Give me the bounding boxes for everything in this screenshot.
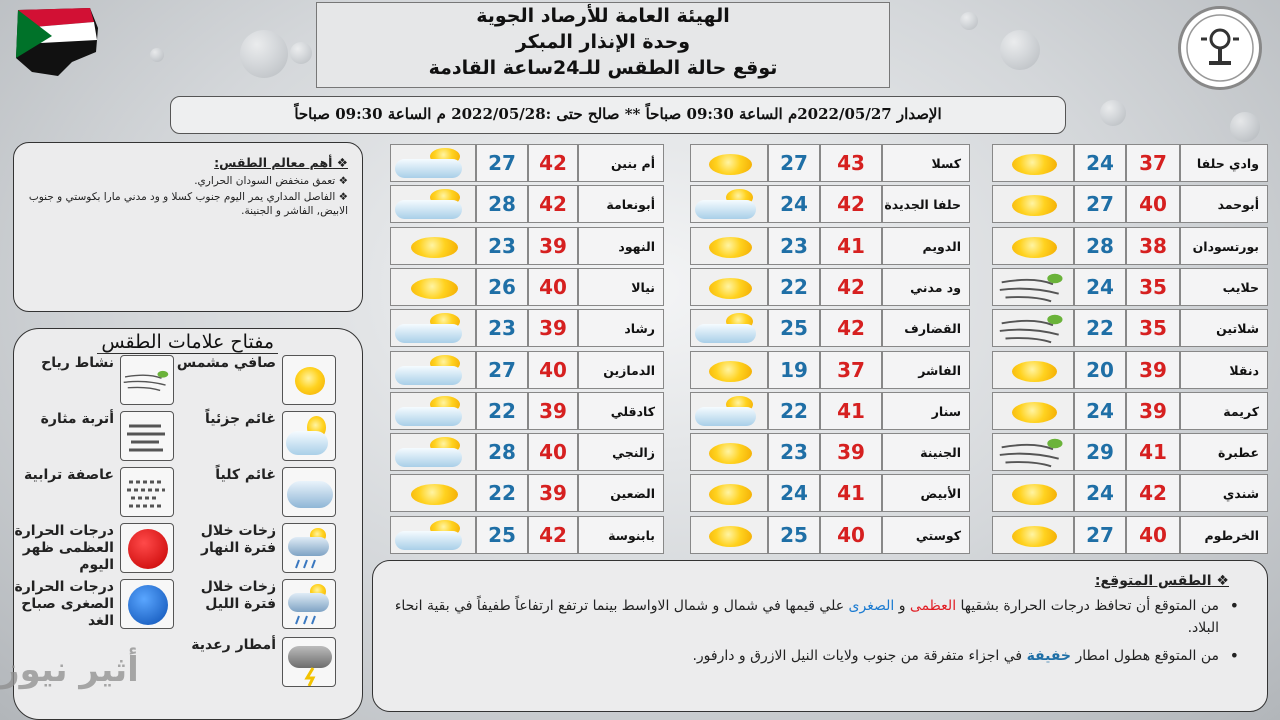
- legend-item: [10, 411, 180, 465]
- sun-icon: [992, 392, 1074, 430]
- partly-cloudy-icon: [390, 516, 476, 554]
- city-name: عطبرة: [1180, 433, 1268, 471]
- legend-item-label: صافي مشمس: [176, 355, 276, 371]
- min-temperature: 28: [1074, 227, 1126, 265]
- partly-cloudy-icon: [390, 433, 476, 471]
- max-temperature: 38: [1126, 227, 1180, 265]
- legend-title: مفتاح علامات الطقس: [97, 331, 278, 354]
- max-temperature: 41: [820, 227, 882, 265]
- legend-item: [172, 411, 342, 465]
- max-temperature: 41: [820, 392, 882, 430]
- legend-item: [10, 355, 180, 409]
- weather-feature-item: ❖ تعمق منخفض السودان الحراري.: [194, 175, 348, 187]
- sun-icon: [282, 355, 336, 405]
- partly-cloudy-icon: [690, 309, 768, 347]
- weather-feature-item: ❖ الفاصل المداري يمر اليوم جنوب كسلا و ود مدني مارا بكوستي و جنوب الابيض, الفاشر و الجنينة.: [28, 191, 348, 217]
- max-temperature: 42: [528, 185, 578, 223]
- legend-item-label: غائم كلياً: [215, 467, 276, 483]
- legend-item-label: أتربة مثارة: [40, 411, 114, 427]
- city-name: حلفا الجديدة: [882, 185, 970, 223]
- city-name: كوستي: [882, 516, 970, 554]
- sun-icon: [992, 185, 1074, 223]
- min-temperature: 25: [768, 309, 820, 347]
- max-temperature: 42: [820, 309, 882, 347]
- legend-item-label: درجات الحرارة العظمى ظهر اليوم: [14, 523, 114, 573]
- city-name: رشاد: [578, 309, 664, 347]
- expected-weather-title: ❖ الطقس المتوقع:: [1094, 573, 1229, 589]
- min-temperature: 24: [1074, 268, 1126, 306]
- city-name: ود مدني: [882, 268, 970, 306]
- min-temperature: 27: [1074, 516, 1126, 554]
- max-temperature: 37: [820, 351, 882, 389]
- sun-icon: [390, 227, 476, 265]
- max-temperature: 41: [1126, 433, 1180, 471]
- page-title: توقع حالة الطقس للـ24ساعة القادمة: [428, 57, 778, 79]
- max-temperature: 35: [1126, 309, 1180, 347]
- weather-features-panel: [13, 142, 363, 312]
- city-name: الضعين: [578, 474, 664, 512]
- min-temperature: 28: [476, 433, 528, 471]
- city-name: سنار: [882, 392, 970, 430]
- sun-icon: [992, 516, 1074, 554]
- wind-icon: [992, 433, 1074, 471]
- sun-icon: [992, 227, 1074, 265]
- city-name: بورتسودان: [1180, 227, 1268, 265]
- raindrop-decoration: [1100, 100, 1126, 126]
- forecast-paragraph-rain: • من المتوقع هطول امطار خفيفة في اجزاء متفرقة من جنوب ولايات النيل الازرق و دارفور.: [389, 645, 1219, 667]
- wind-icon: [992, 268, 1074, 306]
- min-temperature: 22: [1074, 309, 1126, 347]
- min-temperature: 29: [1074, 433, 1126, 471]
- city-name: بابنوسة: [578, 516, 664, 554]
- sun-icon: [690, 474, 768, 512]
- min-temperature: 20: [1074, 351, 1126, 389]
- city-name: الدويم: [882, 227, 970, 265]
- issue-validity-line: الإصدار 2022/05/27م الساعة 09:30 صباحاً ** صالح حتى :2022/05/28 م الساعة 09:30 صباحاً: [170, 96, 1066, 134]
- city-name: زالنجي: [578, 433, 664, 471]
- partly-cloudy-icon: [390, 309, 476, 347]
- min-temperature: 27: [768, 144, 820, 182]
- watermark: أثير نيوز: [0, 650, 139, 690]
- max-temperature: 40: [528, 433, 578, 471]
- min-temperature: 25: [768, 516, 820, 554]
- wind-icon: [120, 355, 174, 405]
- expected-weather-panel: [372, 560, 1268, 712]
- unit-name: وحدة الإنذار المبكر: [515, 31, 691, 53]
- night-showers-icon: [282, 579, 336, 629]
- min-temperature: 26: [476, 268, 528, 306]
- min-temperature: 24: [1074, 474, 1126, 512]
- sun-icon: [690, 268, 768, 306]
- max-temperature: 37: [1126, 144, 1180, 182]
- city-name: النهود: [578, 227, 664, 265]
- city-name: أبوحمد: [1180, 185, 1268, 223]
- meteorological-authority-logo: [1178, 6, 1262, 90]
- raindrop-decoration: [150, 48, 164, 62]
- sun-icon: [992, 144, 1074, 182]
- raindrop-decoration: [1230, 112, 1260, 142]
- min-temperature: 23: [768, 433, 820, 471]
- max-temperature: 40: [1126, 516, 1180, 554]
- city-name: شندي: [1180, 474, 1268, 512]
- sun-icon: [690, 227, 768, 265]
- raindrop-decoration: [960, 12, 978, 30]
- max-temperature: 39: [528, 227, 578, 265]
- partly-cloudy-icon: [390, 351, 476, 389]
- min-temperature: 27: [476, 351, 528, 389]
- legend-item: [172, 355, 342, 409]
- city-name: كريمة: [1180, 392, 1268, 430]
- max-temperature: 39: [528, 474, 578, 512]
- legend-item: [172, 523, 342, 577]
- max-temperature: 39: [1126, 392, 1180, 430]
- max-temperature: 39: [820, 433, 882, 471]
- weather-features-title: ❖ أهم معالم الطقس:: [214, 155, 348, 170]
- city-name: الأبيض: [882, 474, 970, 512]
- min-temperature: 23: [768, 227, 820, 265]
- max-temperature: 42: [1126, 474, 1180, 512]
- city-name: أبونعامة: [578, 185, 664, 223]
- min-temperature: 24: [1074, 392, 1126, 430]
- min-temp-icon: [120, 579, 174, 629]
- min-temperature: 27: [1074, 185, 1126, 223]
- min-temperature: 27: [476, 144, 528, 182]
- max-temperature: 40: [528, 268, 578, 306]
- min-temperature: 22: [476, 392, 528, 430]
- sun-icon: [992, 351, 1074, 389]
- city-name: كسلا: [882, 144, 970, 182]
- authority-name: الهيئة العامة للأرصاد الجوية: [476, 5, 730, 27]
- legend-item-label: غائم جزئياً: [205, 411, 276, 427]
- min-temperature: 24: [768, 185, 820, 223]
- day-showers-icon: [282, 523, 336, 573]
- partly-cloudy-icon: [390, 392, 476, 430]
- sun-icon: [690, 433, 768, 471]
- min-temperature: 24: [1074, 144, 1126, 182]
- sun-icon: [390, 474, 476, 512]
- dust-icon: [120, 411, 174, 461]
- sun-icon: [690, 351, 768, 389]
- legend-item: [10, 523, 180, 577]
- raindrop-decoration: [240, 30, 288, 78]
- partly-cloudy-icon: [690, 392, 768, 430]
- max-temperature: 43: [820, 144, 882, 182]
- partly-cloudy-icon: [690, 185, 768, 223]
- partly-cloudy-icon: [390, 144, 476, 182]
- min-temperature: 23: [476, 309, 528, 347]
- min-temperature: 25: [476, 516, 528, 554]
- duststorm-icon: [120, 467, 174, 517]
- partly-cloudy-icon: [282, 411, 336, 461]
- city-name: شلاتين: [1180, 309, 1268, 347]
- max-temperature: 39: [528, 309, 578, 347]
- legend-item-label: نشاط رياح: [41, 355, 114, 371]
- legend-item: [172, 579, 342, 633]
- min-temperature: 24: [768, 474, 820, 512]
- max-temperature: 42: [820, 268, 882, 306]
- legend-item-label: أمطار رعدية: [191, 637, 276, 653]
- city-name: الجنينة: [882, 433, 970, 471]
- raindrop-decoration: [290, 42, 312, 64]
- min-temperature: 28: [476, 185, 528, 223]
- legend-item: [10, 579, 180, 633]
- max-temperature: 42: [528, 516, 578, 554]
- sudan-flag-icon: [12, 6, 102, 78]
- city-name: دنقلا: [1180, 351, 1268, 389]
- legend-item: [10, 467, 180, 521]
- wind-icon: [992, 309, 1074, 347]
- raindrop-decoration: [1000, 30, 1040, 70]
- max-temp-icon: [120, 523, 174, 573]
- city-name: حلايب: [1180, 268, 1268, 306]
- max-temperature: 40: [1126, 185, 1180, 223]
- city-name: كادقلي: [578, 392, 664, 430]
- max-temperature: 39: [1126, 351, 1180, 389]
- min-temperature: 23: [476, 227, 528, 265]
- sun-icon: [690, 144, 768, 182]
- city-name: الدمازين: [578, 351, 664, 389]
- min-temperature: 22: [476, 474, 528, 512]
- legend-item-label: زخات خلال فترة النهار: [200, 523, 276, 556]
- thunderstorm-icon: [282, 637, 336, 687]
- max-temperature: 42: [528, 144, 578, 182]
- max-temperature: 35: [1126, 268, 1180, 306]
- city-name: القضارف: [882, 309, 970, 347]
- min-temperature: 22: [768, 268, 820, 306]
- forecast-paragraph-temperature: • من المتوقع أن تحافظ درجات الحرارة بشقيها العظمى و الصغرى علي قيمها في شمال و شمال الاواسط بينما ترتفع ارتفاعاً طفيفاً في بقية انحاء البلاد.: [389, 595, 1219, 639]
- sun-icon: [992, 474, 1074, 512]
- partly-cloudy-icon: [390, 185, 476, 223]
- sun-icon: [690, 516, 768, 554]
- city-name: الخرطوم: [1180, 516, 1268, 554]
- max-temperature: 39: [528, 392, 578, 430]
- city-name: الفاشر: [882, 351, 970, 389]
- max-temperature: 40: [528, 351, 578, 389]
- max-temperature: 41: [820, 474, 882, 512]
- max-temperature: 40: [820, 516, 882, 554]
- legend-item-label: زخات خلال فترة الليل: [200, 579, 276, 612]
- legend-item-label: عاصفة ترابية: [23, 467, 114, 483]
- min-temperature: 22: [768, 392, 820, 430]
- legend-item: [172, 467, 342, 521]
- min-temperature: 19: [768, 351, 820, 389]
- city-name: وادي حلفا: [1180, 144, 1268, 182]
- page-header: [316, 2, 890, 88]
- legend-item-label: درجات الحرارة الصغرى صباح الغد: [14, 579, 114, 629]
- sun-icon: [390, 268, 476, 306]
- cloudy-icon: [282, 467, 336, 517]
- city-name: نيالا: [578, 268, 664, 306]
- max-temperature: 42: [820, 185, 882, 223]
- city-name: أم بنين: [578, 144, 664, 182]
